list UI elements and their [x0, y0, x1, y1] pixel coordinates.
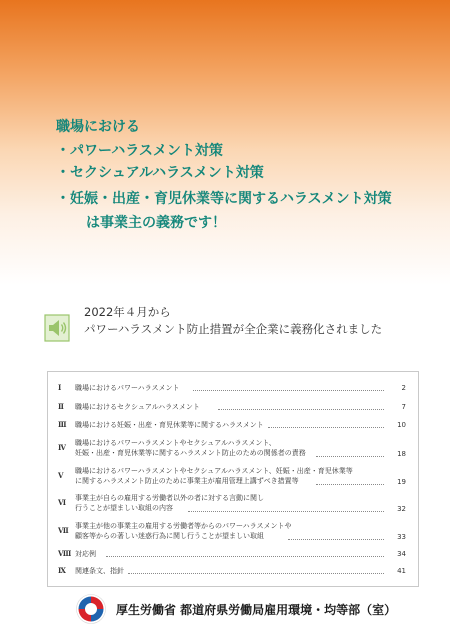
toc-leader-dots	[316, 449, 384, 457]
headline-line-5: は事業主の義務です！	[86, 215, 226, 231]
toc-title: 関連条文、指針	[75, 567, 124, 575]
toc-page: 18	[397, 450, 406, 458]
toc-page: 19	[397, 478, 406, 486]
toc-title-line-2: 行うことが望ましい取組の内容	[75, 504, 173, 512]
headline-line-3: ・セクシュアルハラスメント対策	[56, 165, 264, 181]
headline-line-1: 職場における	[56, 119, 140, 135]
toc-page: 41	[397, 567, 406, 575]
footer-organization: 厚生労働省 都道府県労働局雇用環境・均等部（室）	[116, 603, 397, 617]
toc-leader-dots	[288, 532, 384, 540]
headline-line-2: ・パワーハラスメント対策	[56, 143, 223, 159]
toc-number: Ⅷ	[58, 549, 72, 558]
toc-title: 職場における妊娠・出産・育児休業等に関するハラスメント	[75, 421, 264, 429]
toc-title-line-2: 妊娠・出産・育児休業等に関するハラスメント防止のための関係者の責務	[75, 449, 306, 457]
toc-title: 職場におけるパワーハラスメント	[75, 384, 180, 392]
toc-leader-dots	[218, 402, 384, 410]
toc-page: 34	[397, 550, 406, 558]
toc-title: 事業主が他の事業主の雇用する労働者等からのパワーハラスメントや	[75, 522, 292, 530]
toc-page: 33	[397, 533, 406, 541]
announcement-line-2: パワーハラスメント防止措置が全企業に義務化されました	[84, 322, 383, 336]
toc-title: 対応例	[75, 550, 96, 558]
mhlw-logo-icon	[76, 594, 106, 624]
toc-number: Ⅱ	[58, 402, 64, 411]
speaker-icon	[44, 314, 70, 342]
toc-leader-dots	[316, 477, 384, 485]
toc-leader-dots	[188, 504, 384, 512]
toc-number: Ⅳ	[58, 443, 66, 452]
toc-title: 職場におけるセクシュアルハラスメント	[75, 403, 200, 411]
toc-page: 32	[397, 505, 406, 513]
toc-number: Ⅸ	[58, 566, 66, 575]
toc-page: 10	[397, 421, 406, 429]
toc-leader-dots	[268, 420, 384, 428]
toc-number: Ⅲ	[58, 420, 67, 429]
toc-page: 2	[401, 384, 406, 392]
table-of-contents	[47, 371, 419, 587]
toc-title-line-2: 顧客等からの著しい迷惑行為に関し行うことが望ましい取組	[75, 532, 264, 540]
toc-leader-dots	[193, 383, 384, 391]
toc-number: Ⅴ	[58, 471, 64, 480]
headline-line-4: ・妊娠・出産・育児休業等に関するハラスメント対策	[56, 191, 392, 207]
toc-title: 職場におけるパワーハラスメントやセクシュアルハラスメント、	[75, 439, 276, 447]
toc-number: Ⅵ	[58, 498, 67, 507]
announcement-line-1: 2022年４月から	[84, 305, 171, 319]
toc-title: 事業主が自らの雇用する労働者以外の者に対する言動に関し	[75, 494, 264, 502]
toc-number: Ⅰ	[58, 383, 62, 392]
toc-number: Ⅶ	[58, 526, 69, 535]
toc-leader-dots	[128, 566, 384, 574]
toc-title-line-2: に関するハラスメント防止のために事業主が雇用管理上講ずべき措置等	[75, 477, 299, 485]
toc-title: 職場におけるパワーハラスメントやセクシュアルハラスメント、妊娠・出産・育児休業等	[75, 467, 353, 475]
announcement	[84, 304, 382, 338]
toc-leader-dots	[106, 549, 384, 557]
toc-page: 7	[401, 403, 406, 411]
